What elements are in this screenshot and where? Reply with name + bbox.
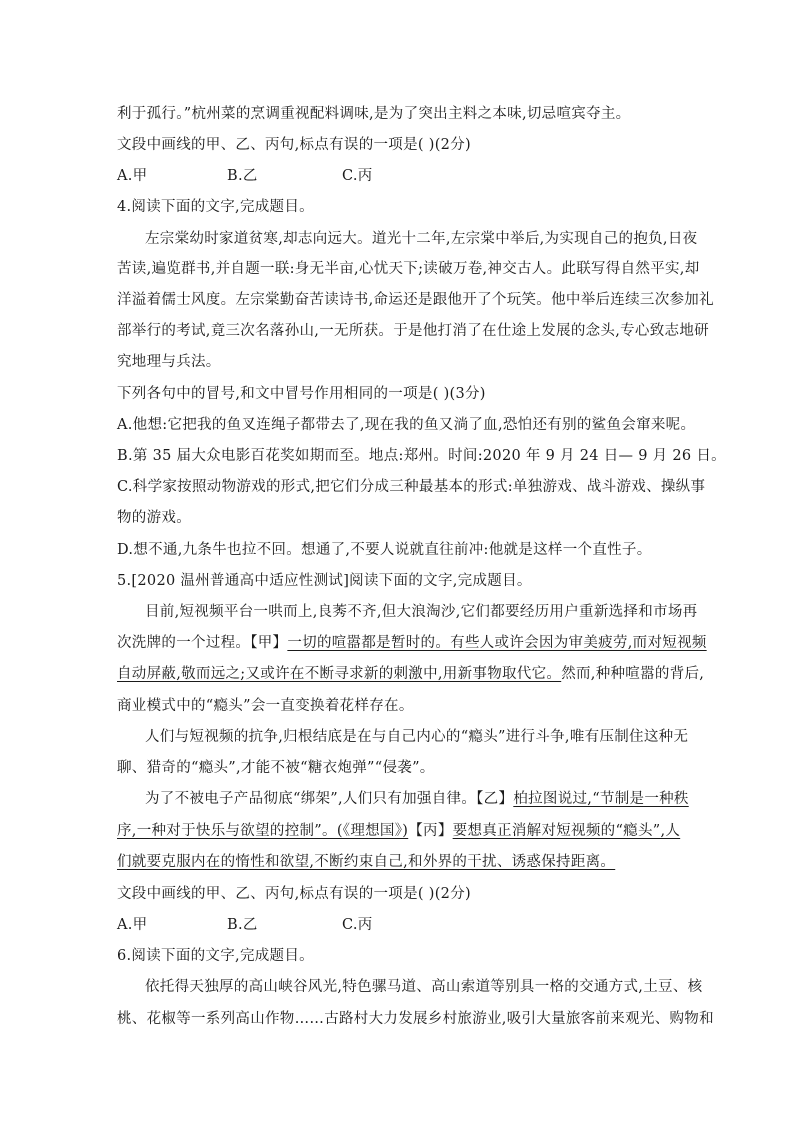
q4-passage-line: 究地理与兵法。 xyxy=(117,354,221,370)
q5-title: 5.[2020 温州普通高中适应性测试]阅读下面的文字,完成题目。 xyxy=(117,573,532,589)
q5-p3-text: 为了不被电子产品彻底“绑架”,人们只有加强自律。【乙】 xyxy=(145,791,514,807)
q4-stem: 下列各句中的冒号,和文中冒号作用相同的一项是( )(3分) xyxy=(117,386,486,402)
q4-option-a: A.他想:它把我的鱼叉连绳子都带去了,现在我的鱼又淌了血,恐怕还有别的鲨鱼会窜来呢。 xyxy=(117,417,696,433)
q5-underlined-bing-cont: 们就要克服内在的惰性和欲望,不断约束自己,和外界的干扰、诱惑保持距离。 xyxy=(117,854,616,870)
q3-option-b: B.乙 xyxy=(227,168,258,184)
q4-passage-line: 苦读,遍览群书,并自题一联:身无半亩,心忧天下;读破万卷,神交古人。此联写得自然平实,却 xyxy=(117,261,700,277)
q5-p1-text: 然而,种种喧嚣的背后, xyxy=(561,666,705,682)
q3-options xyxy=(117,166,697,186)
q5-p1-line4: 商业模式中的“瘾头”会一直变换着花样存在。 xyxy=(117,698,414,714)
q4-passage-line: 部举行的考试,竟三次名落孙山,一无所获。于是他打消了在仕途上发展的念头,专心致志地研 xyxy=(117,323,709,339)
q5-p2-line2: 聊、猎奇的“瘾头”,才能不被“糖衣炮弹”“侵袭”。 xyxy=(117,760,435,776)
q5-underlined-bing: 要想真正消解对短视频的“瘾头”,人 xyxy=(452,823,681,839)
q3-option-a: A.甲 xyxy=(117,168,148,184)
q4-passage-line: 左宗棠幼时家道贫寒,却志向远大。道光十二年,左宗棠中举后,为实现自己的抱负,日夜 xyxy=(145,231,698,247)
q6-passage-line: 依托得天独厚的高山峡谷风光,特色骡马道、高山索道等别具一格的交通方式,土豆、核 xyxy=(145,979,703,995)
q5-option-c: C.丙 xyxy=(342,917,373,933)
q5-underlined-yi-cont: 序,一种对于快乐与欲望的控制”。(《理想国》) xyxy=(117,823,409,839)
q5-p1-line3 xyxy=(117,664,705,684)
q4-title: 4.阅读下面的文字,完成题目。 xyxy=(117,199,314,215)
q4-option-c-cont: 物的游戏。 xyxy=(117,510,191,526)
q5-p3-line1 xyxy=(145,789,725,809)
q5-option-a: A.甲 xyxy=(117,917,148,933)
q3-stem: 文段中画线的甲、乙、丙句,标点有误的一项是( )(2分) xyxy=(117,137,471,153)
q6-passage-line: 桃、花椒等一系列高山作物……古路村大力发展乡村旅游业,吸引大量旅客前来观光、购物和 xyxy=(117,1011,714,1027)
q4-option-d: D.想不通,九条牛也拉不回。想通了,不要人说就直往前冲:他就是这样一个直性子。 xyxy=(117,542,652,558)
q4-option-c: C.科学家按照动物游戏的形式,把它们分成三种最基本的形式:单独游戏、战斗游戏、操纵事 xyxy=(117,479,706,495)
q3-option-c: C.丙 xyxy=(342,168,373,184)
q4-passage-line: 洋溢着儒士风度。左宗棠勤奋苦读诗书,命运还是跟他开了个玩笑。他中举后连续三次参加礼 xyxy=(117,292,714,308)
q5-marker-bing: 【丙】 xyxy=(408,823,453,839)
q5-p1-text: 次洗牌的一个过程。【甲】 xyxy=(117,635,288,651)
q5-p1-line2 xyxy=(117,633,707,653)
q5-underlined-jia-cont: 自动屏蔽,敬而远之;又或许在不断寻求新的刺激中,用新事物取代它。 xyxy=(117,666,562,682)
q4-option-b: B.第 35 届大众电影百花奖如期而至。地点:郑州。时间:2020 年 9 月 24 日— 9 月 26 日。 xyxy=(117,448,726,464)
q5-p2-line1: 人们与短视频的抗争,归根结底是在与自己内心的“瘾头”进行斗争,唯有压制住这种无 xyxy=(145,729,689,745)
q6-title: 6.阅读下面的文字,完成题目。 xyxy=(117,948,314,964)
q5-stem: 文段中画线的甲、乙、丙句,标点有误的一项是( )(2分) xyxy=(117,886,471,902)
q5-p1-line1: 目前,短视频平台一哄而上,良莠不齐,但大浪淘沙,它们都要经历用户重新选择和市场再 xyxy=(145,604,698,620)
q3-passage-tail: 利于孤行。”杭州菜的烹调重视配料调味,是为了突出主料之本味,切忌喧宾夺主。 xyxy=(117,106,631,122)
q5-p3-line2 xyxy=(117,821,697,841)
q5-underlined-jia: 一切的喧嚣都是暂时的。有些人或许会因为审美疲劳,而对短视频 xyxy=(287,635,707,651)
q5-underlined-yi: 柏拉图说过,“节制是一种秩 xyxy=(513,791,689,807)
q5-option-b: B.乙 xyxy=(227,917,258,933)
q5-p3-line3 xyxy=(117,852,697,872)
q5-options xyxy=(117,915,697,935)
